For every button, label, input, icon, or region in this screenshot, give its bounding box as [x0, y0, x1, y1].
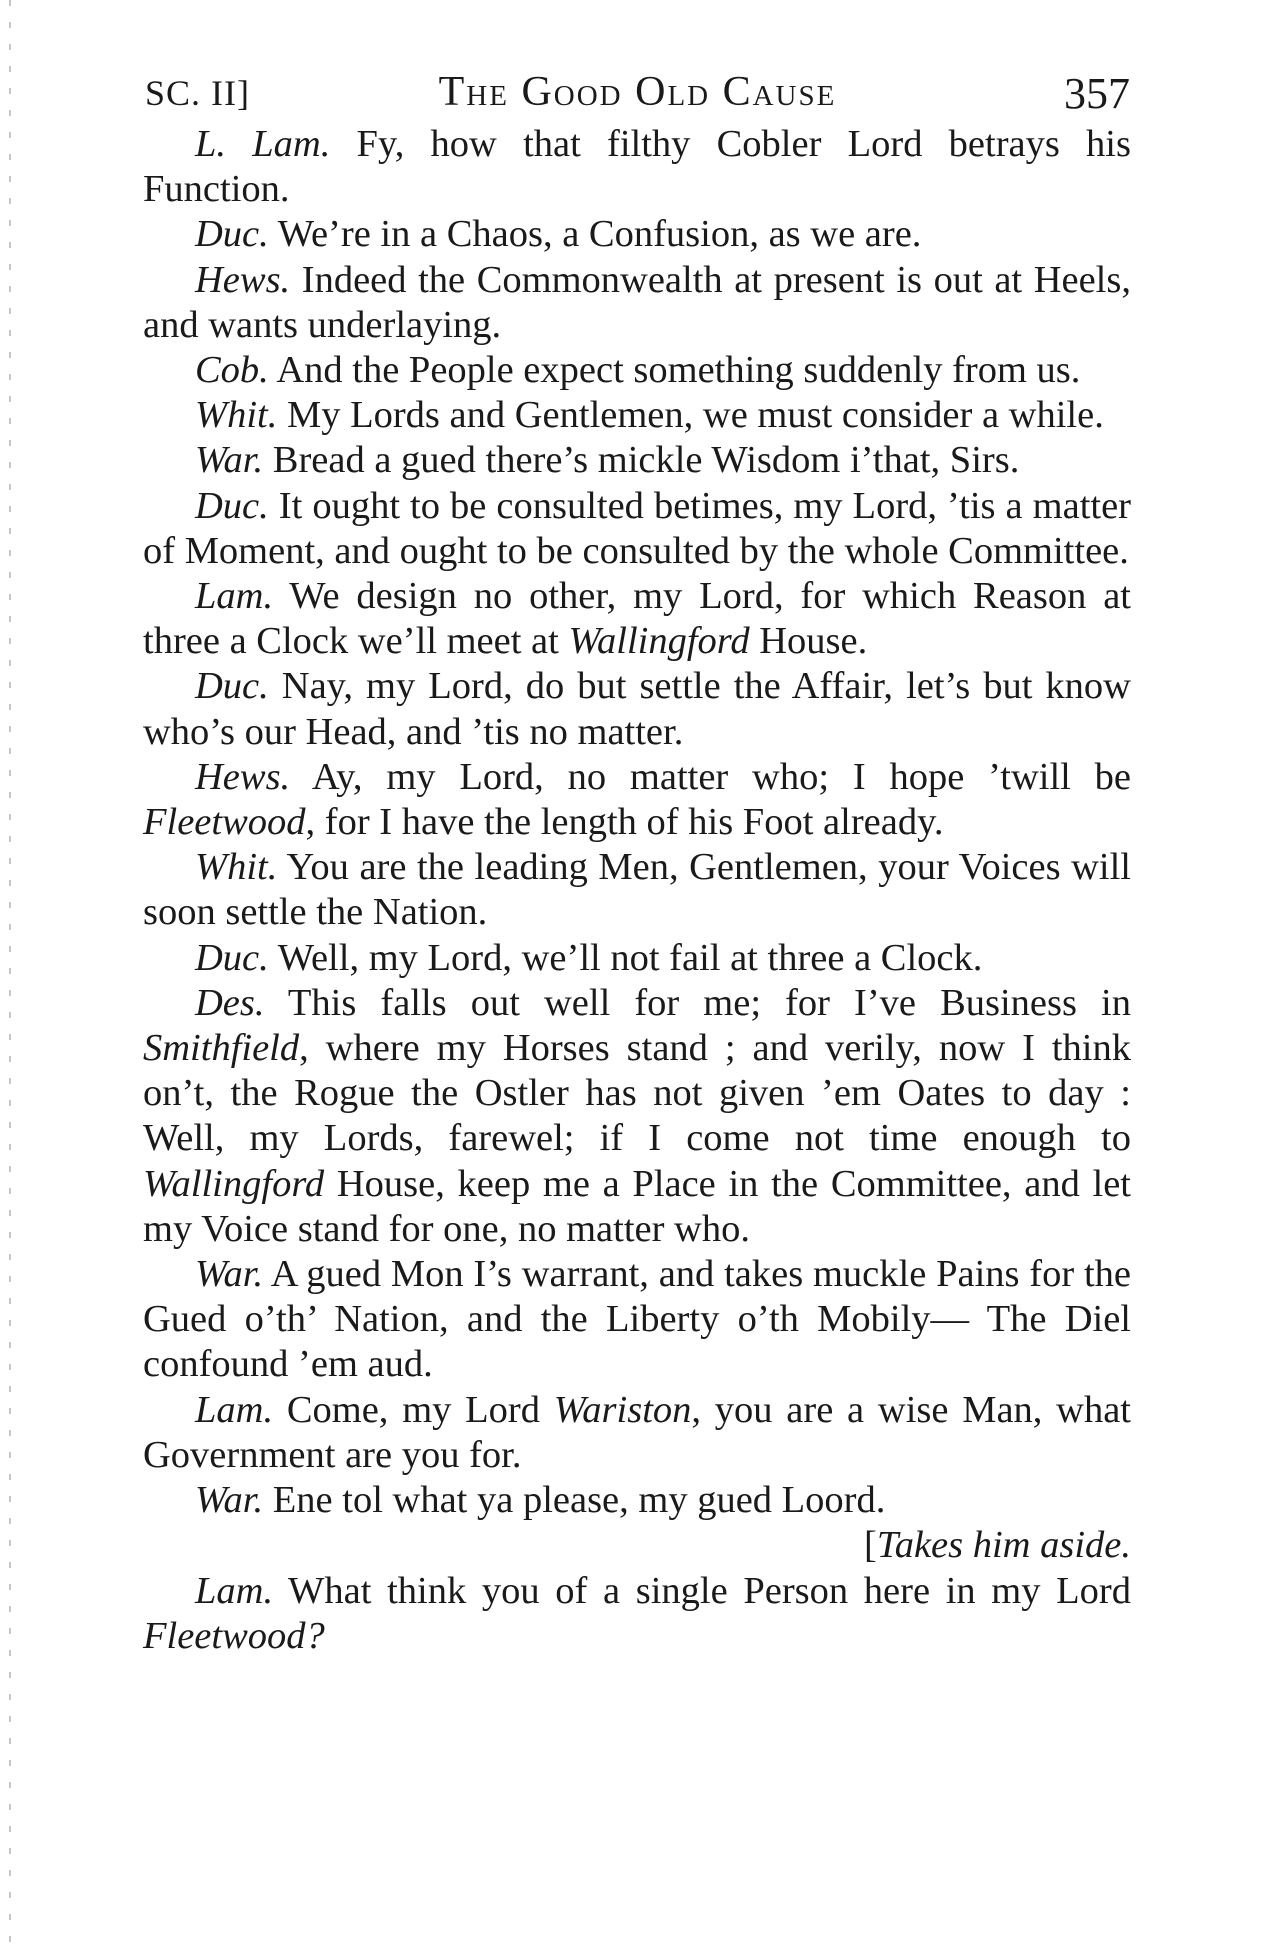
speech-text: What think you of a single Person here in my Lord [273, 1569, 1131, 1612]
speaker-name: War. [195, 1253, 264, 1296]
speech-text: House, keep me a Place in the Committee, and let my Voice stand for one, no matter who. [143, 1162, 1131, 1250]
speech-paragraph [143, 936, 1131, 981]
speech-text: This falls out well for me; for I’ve Business in [264, 981, 1131, 1024]
speech-paragraph [143, 1478, 1131, 1523]
binding-gutter [9, 0, 11, 1951]
speech-text: Bread a gued there’s mickle Wisdom i’that, Sirs. [263, 439, 1020, 482]
stage-direction-text: Takes him aside. [876, 1524, 1131, 1567]
speech-text: Well, my Lord, we’ll not fail at three a Clock. [268, 936, 983, 979]
speech-paragraph [143, 664, 1131, 754]
dialogue-text [143, 122, 1131, 1659]
speech-text: , for I have the length of his Foot already. [305, 801, 944, 844]
speaker-name: Hews. [195, 258, 291, 301]
speech-text: You are the leading Men, Gentlemen, your Voices will soon settle the Nation. [143, 846, 1131, 934]
italic-name: Fleetwood? [143, 1614, 325, 1657]
speaker-name: Duc. [195, 665, 269, 708]
speech-text: It ought to be consulted betimes, my Lord, ’tis a matter of Moment, and ought to be consulted by the whole Committee. [143, 484, 1131, 572]
speech-text: We’re in a Chaos, a Confusion, as we are. [268, 213, 922, 256]
speaker-name: L. Lam. [195, 123, 331, 165]
speech-paragraph [143, 1569, 1131, 1659]
speaker-name: War. [195, 1479, 264, 1522]
speech-text: , where my Horses stand ; and verily, now I think on’t, the Rogue the Ostler has not given ’em Oates to day : Well, my Lords, farewel; if I come not time enough to [143, 1027, 1131, 1160]
speech-paragraph [143, 212, 1131, 257]
speaker-name: Des. [195, 981, 265, 1024]
running-header [145, 68, 1130, 124]
speech-paragraph [143, 438, 1131, 483]
speech-text: Come, my Lord [273, 1388, 554, 1431]
italic-name: Wariston [553, 1388, 692, 1431]
speech-paragraph [143, 484, 1131, 574]
speech-paragraph [143, 1388, 1131, 1478]
speech-text: Indeed the Commonwealth at present is out at Heels, and wants underlaying. [143, 258, 1131, 346]
page-number: 357 [1064, 69, 1130, 118]
speech-text: Ene tol what ya please, my gued Loord. [263, 1479, 886, 1522]
italic-name: Wallingford [568, 620, 750, 663]
speech-paragraph [143, 845, 1131, 935]
speaker-name: Duc. [195, 484, 269, 527]
speech-paragraph [143, 348, 1131, 393]
speech-text: My Lords and Gentlemen, we must consider a while. [277, 394, 1104, 437]
speaker-name: Lam. [195, 1388, 274, 1431]
speech-text: A gued Mon I’s warrant, and takes muckle Pains for the Gued o’th’ Nation, and the Liberty o’th Mobily— The Diel confound ’em aud. [143, 1253, 1131, 1386]
section-reference: SC. II] [145, 73, 250, 113]
stage-direction [143, 1523, 1131, 1568]
speech-paragraph [143, 755, 1131, 845]
speech-text: Fy, how that filthy Cobler Lord betrays his Function. [143, 123, 1131, 211]
speaker-name: Hews. [195, 755, 291, 798]
speech-text: We design no other, my Lord, for which Reason at three a Clock we’ll meet at [143, 575, 1131, 663]
speech-text: , you are a wise Man, what Government are you for. [143, 1388, 1131, 1476]
speaker-name: War. [195, 439, 264, 482]
speaker-name: Whit. [195, 846, 278, 889]
speaker-name: Duc. [195, 213, 269, 256]
italic-name: Wallingford [143, 1162, 325, 1205]
italic-name: Smithfield [143, 1027, 300, 1070]
stage-bracket: [ [863, 1524, 877, 1567]
speech-paragraph [143, 981, 1131, 1252]
speech-text: Nay, my Lord, do but settle the Affair, let’s but know who’s our Head, and ’tis no matter. [143, 665, 1131, 753]
speech-paragraph [143, 393, 1131, 438]
speaker-name: Lam. [195, 1569, 274, 1612]
running-title: The Good Old Cause [438, 69, 837, 115]
speech-paragraph [143, 574, 1131, 664]
speaker-name: Duc. [195, 936, 269, 979]
speech-paragraph [143, 258, 1131, 348]
speech-text: And the People expect something suddenly from us. [268, 349, 1081, 392]
speech-paragraph [143, 122, 1131, 212]
speaker-name: Whit. [195, 394, 278, 437]
speech-text: House. [749, 620, 868, 663]
speech-text: Ay, my Lord, no matter who; I hope ’twill be [290, 755, 1131, 798]
italic-name: Fleetwood [143, 801, 306, 844]
speaker-name: Cob. [195, 349, 269, 392]
speaker-name: Lam. [195, 575, 274, 618]
speech-paragraph [143, 1252, 1131, 1388]
